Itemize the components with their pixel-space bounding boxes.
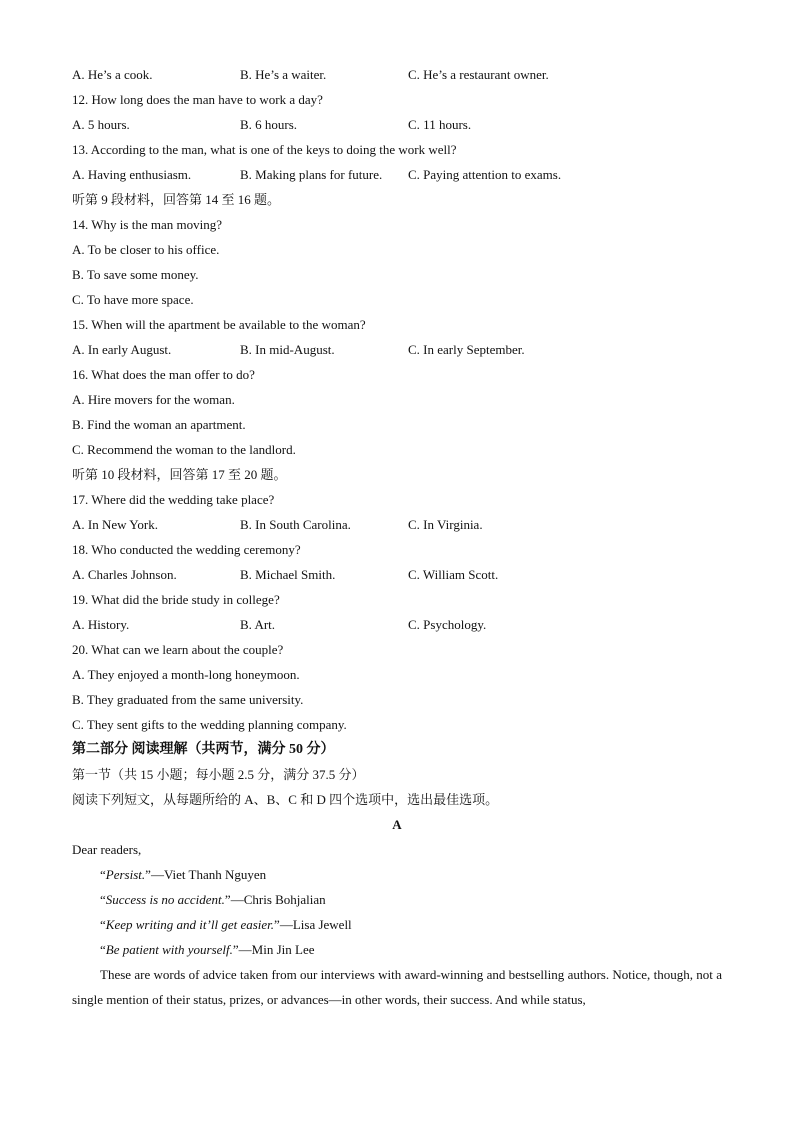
- option-a: A. To be closer to his office.: [72, 242, 220, 257]
- quote-line: [72, 887, 722, 912]
- passage-paragraph: These are words of advice taken from our interviews with award-winning and bestselling authors. Notice, though, not a single mention of their status, prizes, or advances—in other words, their success. And while status,: [72, 967, 722, 1007]
- question-stem: 14. Why is the man moving?: [72, 217, 222, 232]
- quote-close-mark: ”: [274, 917, 280, 932]
- quote-author: Min Jin Lee: [251, 942, 315, 957]
- quote-author: Lisa Jewell: [292, 917, 352, 932]
- option-b: B. To save some money.: [72, 267, 199, 282]
- option-c: C. In Virginia.: [408, 517, 483, 532]
- q11-options: [72, 62, 722, 87]
- quote-dash: —: [279, 917, 293, 932]
- quote-line: [72, 862, 722, 887]
- quote-author: Viet Thanh Nguyen: [163, 867, 267, 882]
- q12-options: [72, 112, 722, 137]
- question-stem: 17. Where did the wedding take place?: [72, 492, 275, 507]
- quote-close-mark: ”: [232, 942, 239, 957]
- option-c: C. William Scott.: [408, 567, 499, 582]
- quote-close-mark: ”: [224, 892, 231, 907]
- quote-open-mark: “: [100, 917, 106, 932]
- option-a: A. 5 hours.: [72, 117, 130, 132]
- option-c: C. To have more space.: [72, 292, 194, 307]
- option-c: C. In early September.: [408, 342, 525, 357]
- passage-greeting: Dear readers,: [72, 842, 142, 857]
- question-stem: 13. According to the man, what is one of the keys to doing the work well?: [72, 142, 457, 157]
- q19-options: [72, 612, 722, 637]
- quote-line: [72, 912, 722, 937]
- option-b: B. Michael Smith.: [240, 567, 336, 582]
- quote-dash: —: [238, 942, 252, 957]
- option-b: B. Find the woman an apartment.: [72, 417, 246, 432]
- quote-line: [72, 937, 722, 962]
- question-stem: 16. What does the man offer to do?: [72, 367, 255, 382]
- section-instruction: 阅读下列短文，从每题所给的 A、B、C 和 D 四个选项中，选出最佳选项。: [72, 792, 499, 807]
- q15-options: [72, 337, 722, 362]
- option-a: A. He’s a cook.: [72, 67, 153, 82]
- section-instruction: 听第 9 段材料，回答第 14 至 16 题。: [72, 192, 281, 207]
- q18-options: [72, 562, 722, 587]
- question-stem: 18. Who conducted the wedding ceremony?: [72, 542, 301, 557]
- quote-text: Persist.: [105, 867, 146, 882]
- quote-text: Be patient with yourself.: [105, 942, 233, 957]
- option-b: B. 6 hours.: [240, 117, 298, 132]
- option-b: B. Art.: [240, 617, 276, 632]
- quote-open-mark: “: [100, 892, 106, 907]
- section-instruction: 听第 10 段材料，回答第 17 至 20 题。: [72, 467, 287, 482]
- option-c: C. Paying attention to exams.: [408, 167, 562, 182]
- q17-options: [72, 512, 722, 537]
- quote-open-mark: “: [100, 867, 106, 882]
- option-c: C. They sent gifts to the wedding planning company.: [72, 717, 347, 732]
- q13-options: [72, 162, 722, 187]
- option-a: A. History.: [72, 617, 130, 632]
- option-c: C. Recommend the woman to the landlord.: [72, 442, 296, 457]
- section-heading: 第一节（共 15 小题；每小题 2.5 分，满分 37.5 分）: [72, 767, 365, 782]
- option-a: A. In early August.: [72, 342, 172, 357]
- question-stem: 15. When will the apartment be available to the woman?: [72, 317, 366, 332]
- option-a: A. In New York.: [72, 517, 158, 532]
- quote-text: Keep writing and it’ll get easier.: [105, 917, 275, 932]
- question-stem: 19. What did the bride study in college?: [72, 592, 280, 607]
- option-a: A. Having enthusiasm.: [72, 167, 192, 182]
- option-b: B. He’s a waiter.: [240, 67, 327, 82]
- option-a: A. They enjoyed a month-long honeymoon.: [72, 667, 300, 682]
- option-c: C. Psychology.: [408, 617, 487, 632]
- option-a: A. Charles Johnson.: [72, 567, 177, 582]
- quote-open-mark: “: [100, 942, 106, 957]
- exam-page: [72, 62, 722, 1012]
- option-c: C. He’s a restaurant owner.: [408, 67, 549, 82]
- quote-text: Success is no accident.: [105, 892, 225, 907]
- question-stem: 12. How long does the man have to work a day?: [72, 92, 323, 107]
- part-title: 第二部分 阅读理解（共两节，满分 50 分）: [72, 742, 335, 757]
- option-b: B. Making plans for future.: [240, 167, 383, 182]
- quote-dash: —: [230, 892, 244, 907]
- quote-dash: —: [150, 867, 164, 882]
- quote-author: Chris Bohjalian: [243, 892, 326, 907]
- option-b: B. They graduated from the same university.: [72, 692, 304, 707]
- quote-close-mark: ”: [145, 867, 151, 882]
- option-b: B. In mid-August.: [240, 342, 335, 357]
- passage-letter: A: [392, 817, 402, 832]
- option-a: A. Hire movers for the woman.: [72, 392, 235, 407]
- question-stem: 20. What can we learn about the couple?: [72, 642, 284, 657]
- option-c: C. 11 hours.: [408, 117, 472, 132]
- option-b: B. In South Carolina.: [240, 517, 351, 532]
